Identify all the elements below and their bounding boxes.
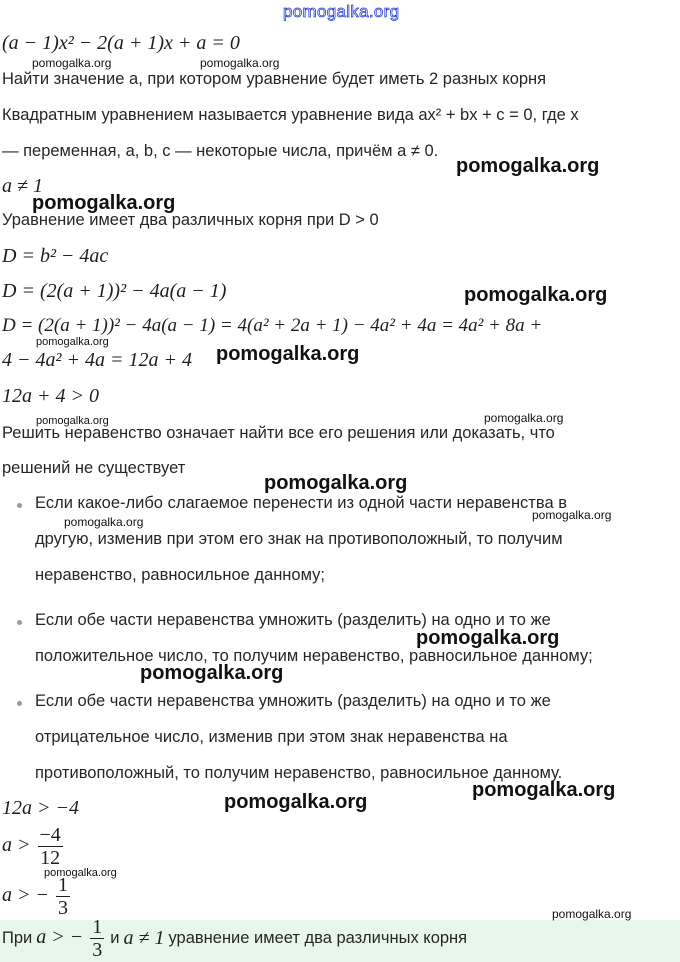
discriminant-expansion-1: D = (2(a + 1))² − 4a(a − 1) = 4(a² + 2a + 1) − 4a² + 4a = 4a² + 8a + xyxy=(2,315,543,336)
watermark: pomogalka.org xyxy=(216,343,360,365)
solution-step-1: 12a > −4 xyxy=(2,797,79,819)
watermark: pomogalka.org xyxy=(264,472,408,494)
answer-cond-2: a ≠ 1 xyxy=(123,927,165,949)
watermark: pomogalka.org xyxy=(552,907,632,921)
watermark: pomogalka.org xyxy=(532,508,612,522)
answer-pre: При xyxy=(2,929,33,947)
fraction-numerator: 1 xyxy=(92,916,103,938)
bullet-3-line-2: отрицательное число, изменив при этом знак неравенства на xyxy=(35,728,508,746)
bullet-1-line-2: другую, изменив при этом его знак на противоположный, то получим xyxy=(35,530,563,548)
watermark: pomogalka.org xyxy=(64,515,144,529)
equation: (a − 1)x² − 2(a + 1)x + a = 0 xyxy=(2,32,240,54)
bullet-2-line-2: положительное число, то получим неравенство, равносильное данному; xyxy=(35,647,593,665)
step-2-left: a > xyxy=(2,834,31,857)
two-roots-condition: Уравнение имеет два различных корня при D > 0 xyxy=(2,211,379,229)
watermark: pomogalka.org xyxy=(32,192,176,214)
bullet-dot xyxy=(17,701,22,706)
discriminant-expansion-2: 4 − 4a² + 4a = 12a + 4 xyxy=(2,349,192,371)
answer-cond-1 xyxy=(36,916,106,961)
watermark: pomogalka.org xyxy=(36,336,109,348)
step-3-left: a > − xyxy=(2,884,49,907)
watermark: pomogalka.org xyxy=(200,56,280,70)
watermark: pomogalka.org xyxy=(472,779,616,801)
answer-line xyxy=(2,916,467,961)
watermark: pomogalka.org xyxy=(456,155,600,177)
watermark: pomogalka.org xyxy=(32,56,112,70)
solution-step-3 xyxy=(2,874,72,919)
solve-text-1: Решить неравенство означает найти все его решения или доказать, что xyxy=(2,424,555,442)
watermark: pomogalka.org xyxy=(484,411,564,425)
bullet-dot xyxy=(17,503,22,508)
bullet-3-line-1: Если обе части неравенства умножить (разделить) на одно и то же xyxy=(35,692,551,710)
bullet-dot xyxy=(17,620,22,625)
answer-cond-1-left: a > − xyxy=(36,926,84,949)
watermark: pomogalka.org xyxy=(36,415,109,427)
definition-line-2: — переменная, a, b, c — некоторые числа, причём a ≠ 0. xyxy=(2,142,439,160)
inequality: 12a + 4 > 0 xyxy=(2,385,99,407)
discriminant-substitution: D = (2(a + 1))² − 4a(a − 1) xyxy=(2,280,227,302)
answer-and: и xyxy=(110,929,120,947)
fraction xyxy=(90,916,104,961)
watermark: pomogalka.org xyxy=(224,791,368,813)
fraction-denominator: 3 xyxy=(92,939,103,961)
watermark: pomogalka.org xyxy=(44,867,117,879)
watermark: pomogalka.org xyxy=(464,284,608,306)
bullet-1-line-3: неравенство, равносильное данному; xyxy=(35,566,325,584)
fraction-numerator: −4 xyxy=(39,824,61,846)
answer-post: уравнение имеет два различных корня xyxy=(168,929,468,947)
fraction xyxy=(56,874,70,919)
definition-line-1: Квадратным уравнением называется уравнение вида ax² + bx + c = 0, где x xyxy=(2,106,579,124)
discriminant-formula: D = b² − 4ac xyxy=(2,245,109,267)
bullet-1-line-1: Если какое-либо слагаемое перенести из одной части неравенства в xyxy=(35,494,567,512)
watermark-top: pomogalka.org xyxy=(283,2,400,21)
bullet-3-line-3: противоположный, то получим неравенство, равносильное данному. xyxy=(35,764,563,782)
solution-step-2 xyxy=(2,824,65,869)
watermark: pomogalka.org xyxy=(416,627,560,649)
fraction-denominator: 12 xyxy=(40,847,61,869)
fraction-numerator: 1 xyxy=(58,874,68,896)
fraction-denominator: 3 xyxy=(58,897,68,919)
condition-a-not-1: a ≠ 1 xyxy=(2,175,43,197)
solve-text-2: решений не существует xyxy=(2,459,186,477)
watermark: pomogalka.org xyxy=(140,662,284,684)
task-text: Найти значение a, при котором уравнение будет иметь 2 разных корня xyxy=(2,70,547,88)
bullet-2-line-1: Если обе части неравенства умножить (разделить) на одно и то же xyxy=(35,611,551,629)
fraction xyxy=(38,824,63,869)
